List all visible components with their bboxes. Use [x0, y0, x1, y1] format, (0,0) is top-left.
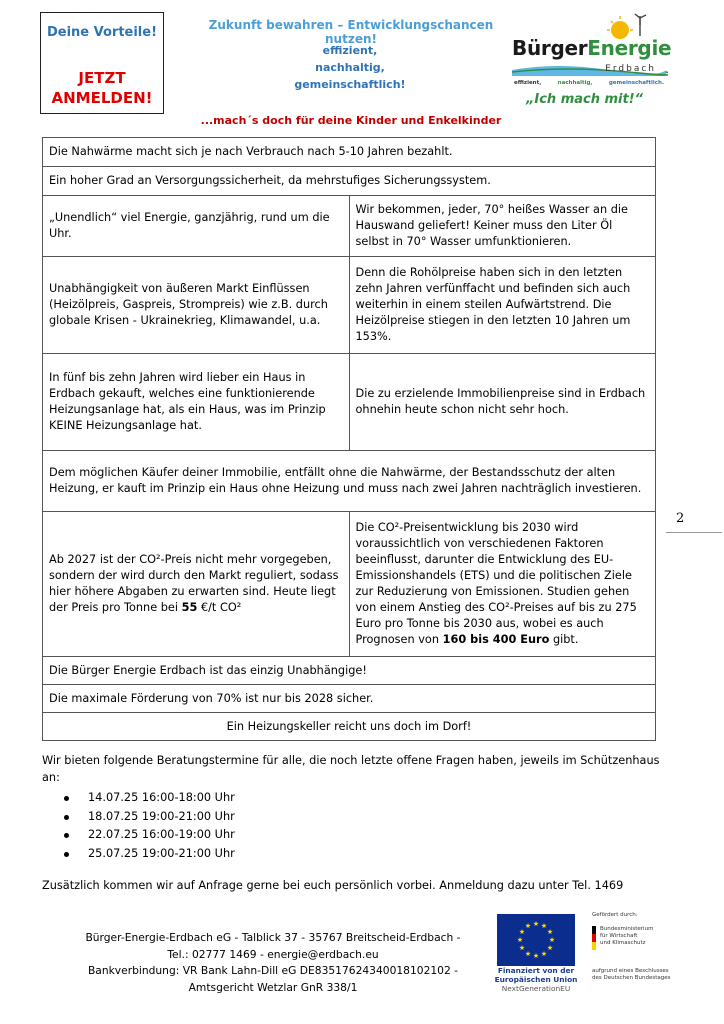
- table-row: [43, 196, 656, 257]
- table-cell: Die Bürger Energie Erdbach ist das einzig Unabhängige!: [43, 657, 656, 685]
- co2-text-a: Ab 2027 ist der CO²-Preis nicht mehr vorgegeben, sondern der wird durch den Markt reguliert, sodass hier höhere Abgaben zu erwarten sind. Heute liegt der Preis pro Tonne bei: [49, 553, 339, 614]
- eu-stars-icon: [497, 914, 575, 966]
- svg-text:★: ★: [532, 952, 540, 960]
- value-3: gemeinschaftlich!: [294, 78, 406, 91]
- svg-text:★: ★: [518, 928, 526, 936]
- dates-list: [64, 789, 235, 863]
- header-slogan: Zukunft bewahren – Entwicklungschancen nutzen!: [208, 18, 494, 46]
- table-cell: Die Nahwärme macht sich je nach Verbrauch nach 5-10 Jahren bezahlt.: [43, 138, 656, 167]
- vorteile-title: Deine Vorteile!: [46, 25, 158, 40]
- header-values: [260, 42, 440, 93]
- table-row: [43, 354, 656, 451]
- co2-forecast-bold: 160 bis 400 Euro: [442, 633, 550, 646]
- cta-line-1: JETZT: [78, 69, 126, 87]
- bmwk-foot-1: aufgrund eines Beschlusses: [592, 968, 669, 974]
- bmwk-name-1: Bundesministerium: [600, 926, 654, 932]
- bmwk-foot: [592, 968, 671, 982]
- table-row: [43, 257, 656, 354]
- bmwk-logo: [592, 912, 672, 998]
- table-row: [43, 685, 656, 713]
- logo-tags: [514, 80, 664, 86]
- table-row: [43, 713, 656, 741]
- logo-tag-2: nachhaltig,: [557, 80, 593, 86]
- table-row: [43, 657, 656, 685]
- kinder-line: ...mach´s doch für deine Kinder und Enkelkinder: [200, 114, 502, 127]
- table-cell: „Unendlich“ viel Energie, ganzjährig, rund um die Uhr.: [43, 196, 350, 257]
- logo-name-part1: Bürger: [512, 36, 588, 60]
- list-item: 18.07.25 19:00-21:00 Uhr: [64, 808, 235, 827]
- table-row: [43, 451, 656, 512]
- list-item: 25.07.25 19:00-21:00 Uhr: [64, 845, 235, 864]
- german-flag-icon: [592, 926, 596, 950]
- svg-text:★: ★: [548, 936, 556, 944]
- co2-forecast-a: Die CO²-Preisentwicklung bis 2030 wird voraussichtlich von verschiedenen Faktoren beeinflusst, darunter die Entwicklung des EU-Emissionshandels (ETS) und die politischen Ziele zur Reduzierung von Emissionen. Studien gehen von einem Anstieg des CO²-Preises auf bis zu 275 Euro pro Tonne bis 2030 aus, wobei es auch Prognosen von: [355, 521, 637, 646]
- svg-text:★: ★: [524, 922, 532, 930]
- list-item: 14.07.25 16:00-18:00 Uhr: [64, 789, 235, 808]
- table-cell: Unabhängigkeit von äußeren Markt Einflüssen (Heizölpreis, Gaspreis, Strompreis) wie z.B. durch globale Krisen - Ukrainekrieg, Klimawandel, u.a.: [43, 257, 350, 354]
- table-cell: Ein Heizungskeller reicht uns doch im Dorf!: [43, 713, 656, 741]
- table-cell: Die maximale Förderung von 70% ist nur bis 2028 sicher.: [43, 685, 656, 713]
- advantages-table: [42, 137, 656, 741]
- bmwk-name: [600, 926, 653, 947]
- ich-mach-mit-slogan: „Ich mach mit!“: [526, 92, 644, 107]
- co2-price-bold: 55: [181, 601, 198, 614]
- table-cell: [43, 512, 350, 657]
- footer-line-1: Bürger-Energie-Erdbach eG - Talblick 37 - 35767 Breitscheid-Erdbach -: [85, 931, 461, 944]
- offer-text: Wir bieten folgende Beratungstermine für alle, die noch letzte offene Fragen haben, jeweils im Schützenhaus an:: [42, 754, 660, 784]
- logo-tag-1: effizient,: [514, 80, 542, 86]
- table-cell: [349, 512, 656, 657]
- table-cell: In fünf bis zehn Jahren wird lieber ein Haus in Erdbach gekauft, welches eine funktionierende Heizungsanlage hat, als ein Haus, was im Prinzip KEINE Heizungsanlage hat.: [43, 354, 350, 451]
- footer-line-2: Tel.: 02777 1469 - energie@erdbach.eu: [167, 947, 379, 961]
- eu-line-3: NextGenerationEU: [501, 984, 571, 993]
- table-cell: Dem möglichen Käufer deiner Immobilie, entfällt ohne die Nahwärme, der Bestandsschutz der alten Heizung, er kauft im Prinzip ein Haus ohne Heizung und muss nach zwei Jahren nachträglich investieren.: [43, 451, 656, 512]
- cta-line-2: ANMELDEN!: [51, 89, 153, 107]
- page-number: 2: [676, 511, 685, 526]
- table-row: [43, 167, 656, 196]
- list-item: 22.07.25 16:00-19:00 Uhr: [64, 826, 235, 845]
- logo-name: [512, 36, 671, 60]
- svg-text:★: ★: [532, 920, 540, 928]
- co2-forecast-b: gibt.: [549, 633, 579, 646]
- cta-text: [41, 68, 163, 108]
- svg-text:★: ★: [516, 936, 524, 944]
- footer-line-4: Amtsgericht Wetzlar GnR 338/1: [188, 980, 358, 994]
- bmwk-name-3: und Klimaschutz: [600, 940, 646, 946]
- logo-city: Erdbach: [605, 64, 656, 74]
- extra-text: Zusätzlich kommen wir auf Anfrage gerne bei euch persönlich vorbei. Anmeldung dazu unter Tel. 1469: [42, 879, 624, 892]
- logo-name-part2: Energie: [587, 36, 672, 60]
- footer-line-3: Bankverbindung: VR Bank Lahn-Dill eG DE83517624340018102102 -: [87, 964, 459, 977]
- eu-line-2: Europäischen Union: [494, 975, 578, 984]
- co2-text-b: €/t CO²: [197, 601, 242, 614]
- svg-text:★: ★: [546, 928, 554, 936]
- svg-text:★: ★: [518, 944, 526, 952]
- bmwk-name-2: für Wirtschaft: [600, 933, 638, 939]
- page-divider: [666, 532, 722, 533]
- svg-text:★: ★: [540, 922, 548, 930]
- table-cell: Ein hoher Grad an Versorgungssicherheit, da mehrstufiges Sicherungssystem.: [43, 167, 656, 196]
- eu-flag-icon: [497, 914, 575, 966]
- svg-text:★: ★: [546, 944, 554, 952]
- table-cell: Wir bekommen, jeder, 70° heißes Wasser an die Hauswand geliefert! Keiner muss den Liter Öl selbst in 70° Wasser umfunktionieren.: [349, 196, 656, 257]
- bmwk-top: Gefördert durch:: [592, 912, 638, 918]
- svg-text:★: ★: [540, 950, 548, 958]
- value-2: nachhaltig,: [315, 61, 385, 74]
- value-1: effizient,: [322, 44, 378, 57]
- bmwk-foot-2: des Deutschen Bundestages: [592, 975, 671, 981]
- cta-box: [40, 12, 164, 114]
- buerger-energie-logo: [508, 12, 672, 102]
- table-row: [43, 512, 656, 657]
- table-cell: Denn die Rohölpreise haben sich in den letzten zehn Jahren verfünffacht und befinden sich auch weiterhin in einem steilen Aufwärtstrend. Die Heizölpreise stiegen in den letzten 10 Jahren um 153%.: [349, 257, 656, 354]
- eu-line-1: Finanziert von der: [497, 966, 575, 975]
- footer-address: [68, 930, 478, 996]
- table-cell: Die zu erzielende Immobilienpreise sind in Erdbach ohnehin heute schon nicht sehr hoch.: [349, 354, 656, 451]
- eu-funding-label: [480, 966, 592, 993]
- logo-tag-3: gemeinschaftlich.: [608, 80, 664, 86]
- svg-text:★: ★: [524, 950, 532, 958]
- table-row: [43, 138, 656, 167]
